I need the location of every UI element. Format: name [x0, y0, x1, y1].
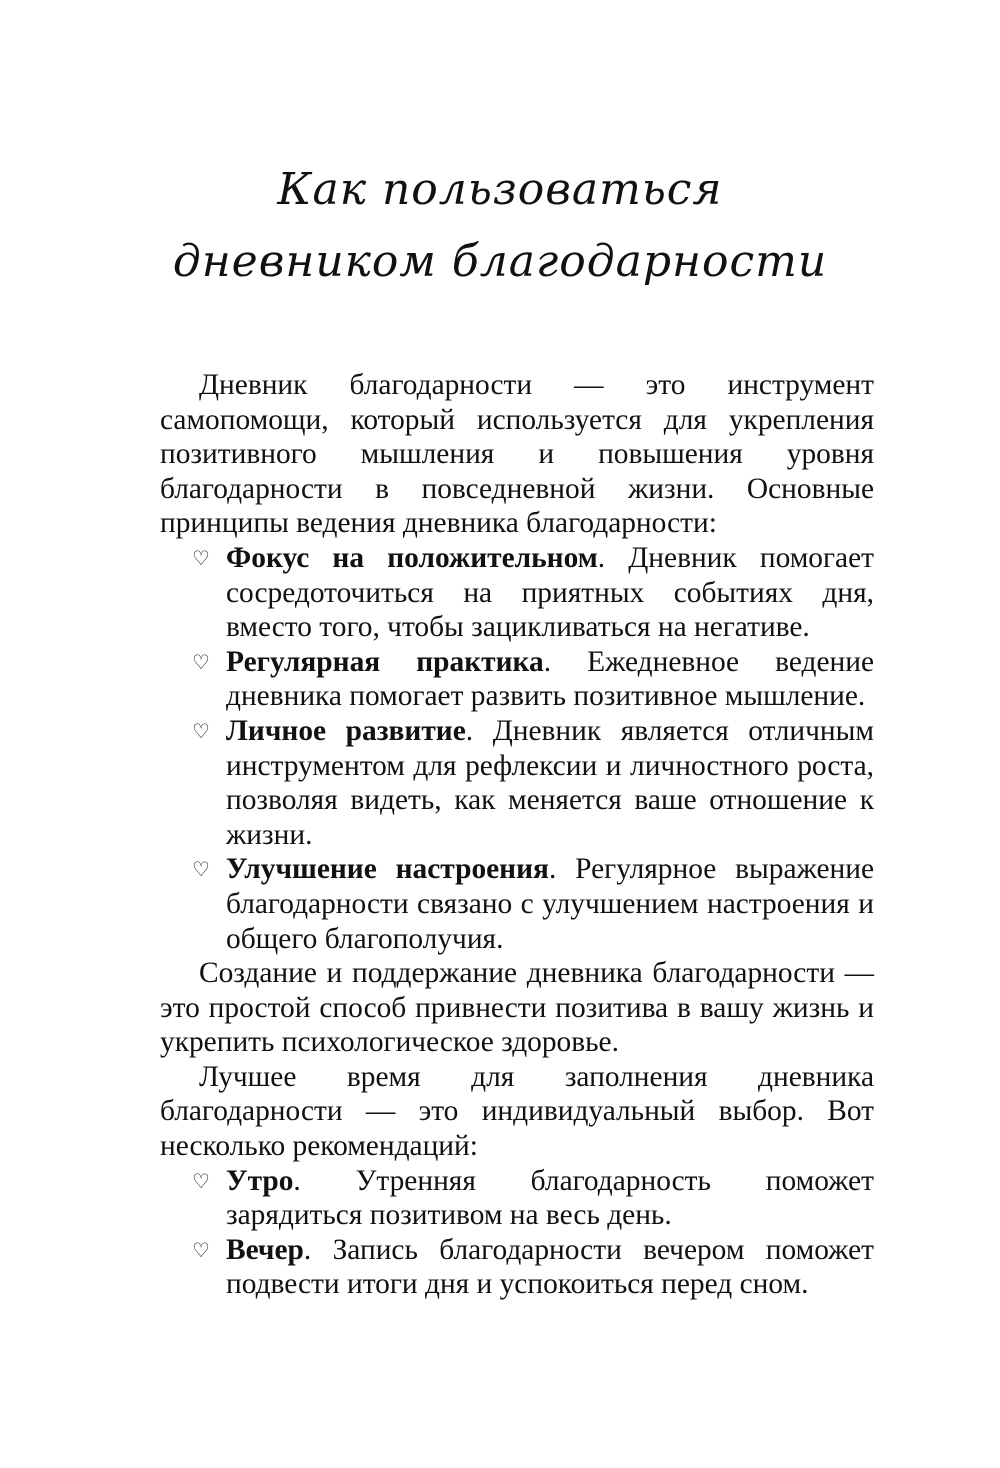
recommendations-list	[160, 1164, 874, 1302]
principles-list	[160, 541, 874, 956]
list-item	[160, 852, 874, 956]
heart-icon: ♡	[192, 649, 210, 674]
list-item-text: . Запись благодарности вечером поможет подвести итоги дня и успокоиться перед сном.	[226, 1233, 874, 1301]
heart-icon: ♡	[192, 1168, 210, 1193]
intro-paragraph: Дневник благодарности — это инструмент самопомощи, который используется для укрепления позитивного мышления и повышения уровня благодарности в повседневной жизни. Основные принципы ведения дневника благодарности:	[160, 369, 874, 540]
list-item	[160, 1233, 874, 1302]
time-intro-paragraph: Лучшее время для заполнения дневника благодарности — это индивидуальный выбор. Вот несколько рекомендаций:	[160, 1060, 874, 1163]
list-item	[160, 541, 874, 645]
list-item	[160, 1164, 874, 1233]
list-item-term: Регулярная практика	[226, 645, 544, 678]
body-text	[160, 368, 874, 1302]
page-title-line-2: дневником благодарности	[172, 236, 828, 287]
list-item-text: . Регулярное выражение благодарности связано с улучшением настроения и общего благополучия.	[226, 853, 874, 955]
list-item-text: . Ежедневное ведение дневника помогает развить позитивное мышление.	[226, 645, 875, 713]
heart-icon: ♡	[192, 857, 210, 882]
list-item-term: Фокус на положительном	[226, 541, 598, 574]
list-item-term: Улучшение настроения	[226, 853, 549, 886]
heart-icon: ♡	[192, 1237, 210, 1262]
list-item-term: Утро	[226, 1164, 294, 1197]
page-title-line-1: Как пользоваться	[277, 164, 723, 215]
list-item-text: . Дневник является отличным инструментом для рефлексии и личностного роста, позволяя видеть, как меняется ваше отношение к жизни.	[226, 714, 874, 851]
list-item-term: Вечер	[226, 1233, 304, 1266]
list-item	[160, 645, 874, 714]
heart-icon: ♡	[192, 718, 210, 743]
middle-paragraph: Создание и поддержание дневника благодарности — это простой способ привнести позитива в вашу жизнь и укрепить психологическое здоровье.	[160, 957, 874, 1059]
list-item-term: Личное развитие	[226, 714, 466, 747]
list-item-text: . Дневник помогает сосредоточиться на приятных событиях дня, вместо того, чтобы зацикливаться на негативе.	[226, 541, 874, 644]
heart-icon: ♡	[192, 545, 210, 570]
list-item	[160, 714, 874, 852]
list-item-text: . Утренняя благодарность поможет зарядиться позитивом на весь день.	[226, 1164, 874, 1232]
